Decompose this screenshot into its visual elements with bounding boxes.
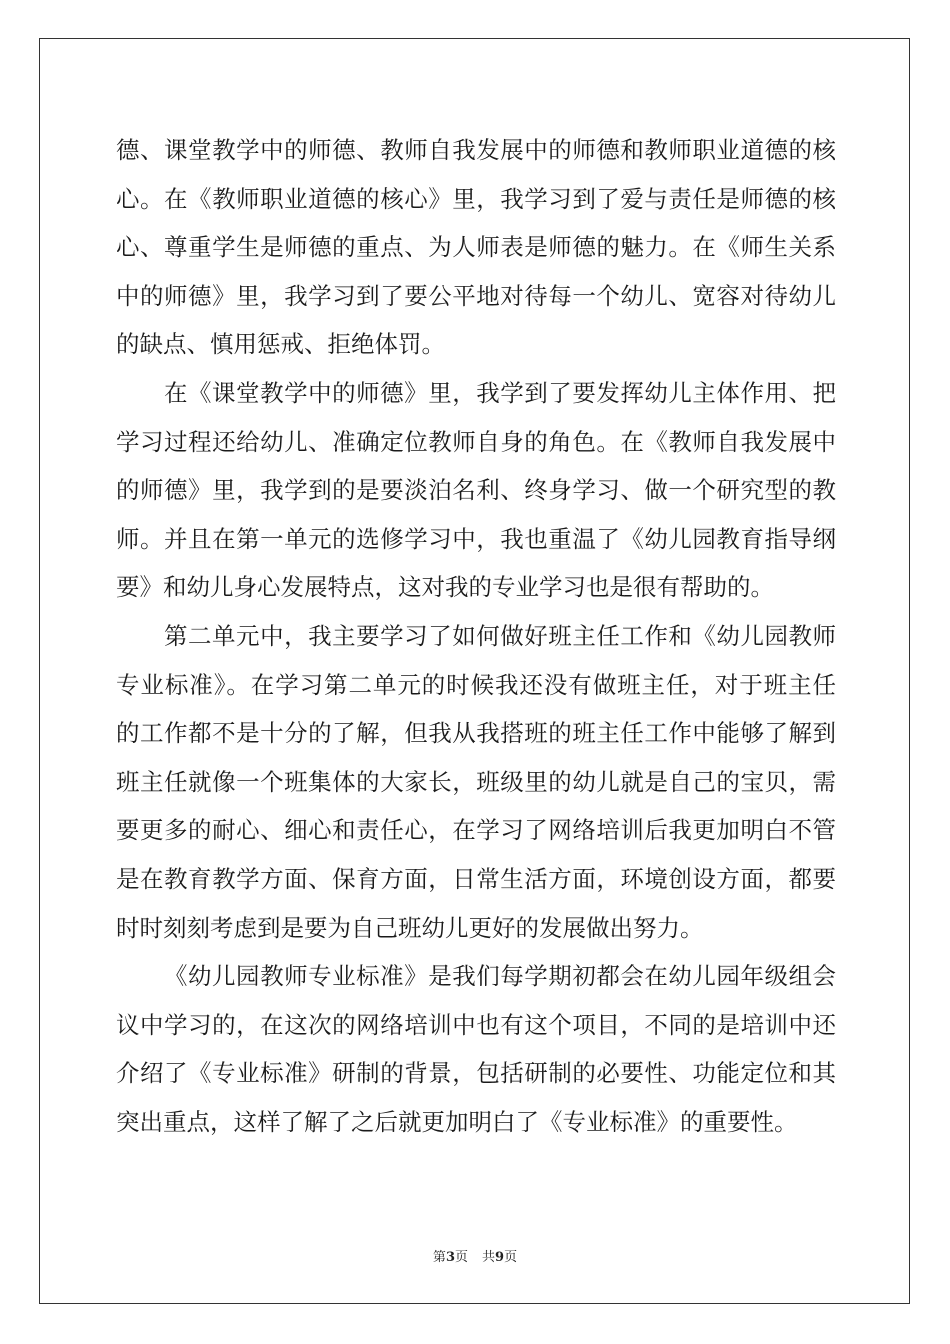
text-line: 心、尊重学生是师德的重点、为人师表是师德的魅力。在《师生关系	[116, 233, 836, 262]
text-line: 专业标准》。在学习第二单元的时候我还没有做班主任，对于班主任	[116, 670, 836, 699]
text-line: 班主任就像一个班集体的大家长，班级里的幼儿就是自己的宝贝，需	[116, 767, 836, 796]
text-line: 在《课堂教学中的师德》里，我学到了要发挥幼儿主体作用、把	[164, 378, 836, 407]
page-suffix: 页	[454, 1250, 468, 1265]
total-prefix: 共	[482, 1250, 496, 1265]
page-footer	[0, 1246, 950, 1265]
page-number: 3	[445, 1250, 455, 1265]
text-line: 的缺点、慎用惩戒、拒绝体罚。	[116, 330, 445, 359]
text-line: 师。并且在第一单元的选修学习中，我也重温了《幼儿园教育指导纲	[116, 524, 836, 553]
page-prefix: 第	[432, 1250, 446, 1265]
text-line: 是在教育教学方面、保育方面，日常生活方面，环境创设方面，都要	[116, 864, 836, 893]
text-line: 要更多的耐心、细心和责任心，在学习了网络培训后我更加明白不管	[116, 816, 836, 845]
text-line: 《幼儿园教师专业标准》是我们每学期初都会在幼儿园年级组会	[164, 962, 836, 991]
text-line: 时时刻刻考虑到是要为自己班幼儿更好的发展做出努力。	[116, 913, 704, 942]
text-line: 议中学习的，在这次的网络培训中也有这个项目，不同的是培训中还	[116, 1010, 836, 1039]
total-pages: 9	[495, 1250, 505, 1265]
text-line: 突出重点，这样了解了之后就更加明白了《专业标准》的重要性。	[116, 1107, 798, 1136]
text-line: 中的师德》里，我学习到了要公平地对待每一个幼儿、宽容对待幼儿	[116, 281, 836, 310]
text-line: 学习过程还给幼儿、准确定位教师自身的角色。在《教师自我发展中	[116, 427, 836, 456]
text-line: 介绍了《专业标准》研制的背景，包括研制的必要性、功能定位和其	[116, 1059, 836, 1088]
total-suffix: 页	[504, 1250, 518, 1265]
text-line: 德、课堂教学中的师德、教师自我发展中的师德和教师职业道德的核	[116, 136, 836, 164]
text-line: 的师德》里，我学到的是要淡泊名利、终身学习、做一个研究型的教	[116, 476, 836, 505]
text-line: 的工作都不是十分的了解，但我从我搭班的班主任工作中能够了解到	[116, 719, 836, 748]
document-body	[116, 126, 836, 1146]
text-line: 要》和幼儿身心发展特点，这对我的专业学习也是很有帮助的。	[116, 573, 774, 602]
text-line: 心。在《教师职业道德的核心》里，我学习到了爱与责任是师德的核	[116, 184, 836, 213]
text-line: 第二单元中，我主要学习了如何做好班主任工作和《幼儿园教师	[164, 621, 836, 650]
